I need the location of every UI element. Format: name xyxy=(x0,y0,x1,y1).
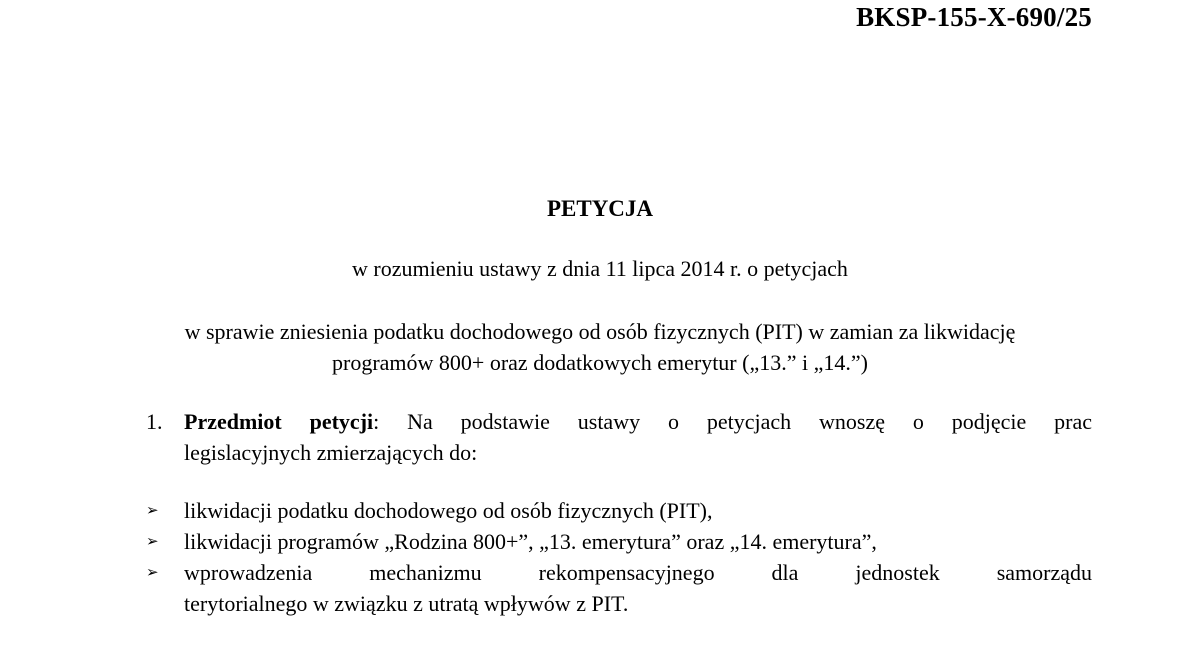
document-subtitle: w rozumieniu ustawy z dnia 11 lipca 2014 r. o petycjach xyxy=(352,256,848,281)
item-text-line-2: legislacyjnych zmierzających do: xyxy=(184,440,478,465)
numbered-item-subject xyxy=(146,406,1092,468)
petition-matter-line-1: w sprawie zniesienia podatku dochodowego od osób fizycznych (PIT) w zamian za likwidację xyxy=(184,319,1016,344)
item-label: Przedmiot petycji xyxy=(184,409,374,434)
document-title: PETYCJA xyxy=(546,196,654,221)
item-separator: : xyxy=(373,409,380,434)
bullet-list xyxy=(146,495,1092,619)
item-body xyxy=(184,406,1092,468)
list-item xyxy=(146,526,1092,557)
bullet-text: likwidacji programów „Rodzina 800+”, „13. emerytura” oraz „14. emerytura”, xyxy=(184,529,877,554)
petition-matter-line-2: programów 800+ oraz dodatkowych emerytur („13.” i „14.”) xyxy=(332,350,868,375)
arrow-bullet-icon: ➢ xyxy=(146,532,159,550)
arrow-bullet-icon: ➢ xyxy=(146,501,159,519)
bullet-text-line-2: terytorialnego w związku z utratą wpływów z PIT. xyxy=(184,591,629,616)
bullet-text-line-1: wprowadzenia mechanizmu rekompensacyjnego dla jednostek samorządu xyxy=(184,560,1092,585)
bullet-text: likwidacji podatku dochodowego od osób fizycznych (PIT), xyxy=(184,498,713,523)
petition-matter xyxy=(100,316,1100,378)
arrow-bullet-icon: ➢ xyxy=(146,563,159,581)
item-line-1 xyxy=(184,406,1092,437)
item-text-line-1: Na podstawie ustawy o petycjach wnoszę o podjęcie prac xyxy=(379,409,1092,434)
item-number: 1. xyxy=(146,409,163,434)
list-item xyxy=(146,557,1092,619)
list-item xyxy=(146,495,1092,526)
document-reference-number: BKSP-155-X-690/25 xyxy=(856,2,1092,32)
